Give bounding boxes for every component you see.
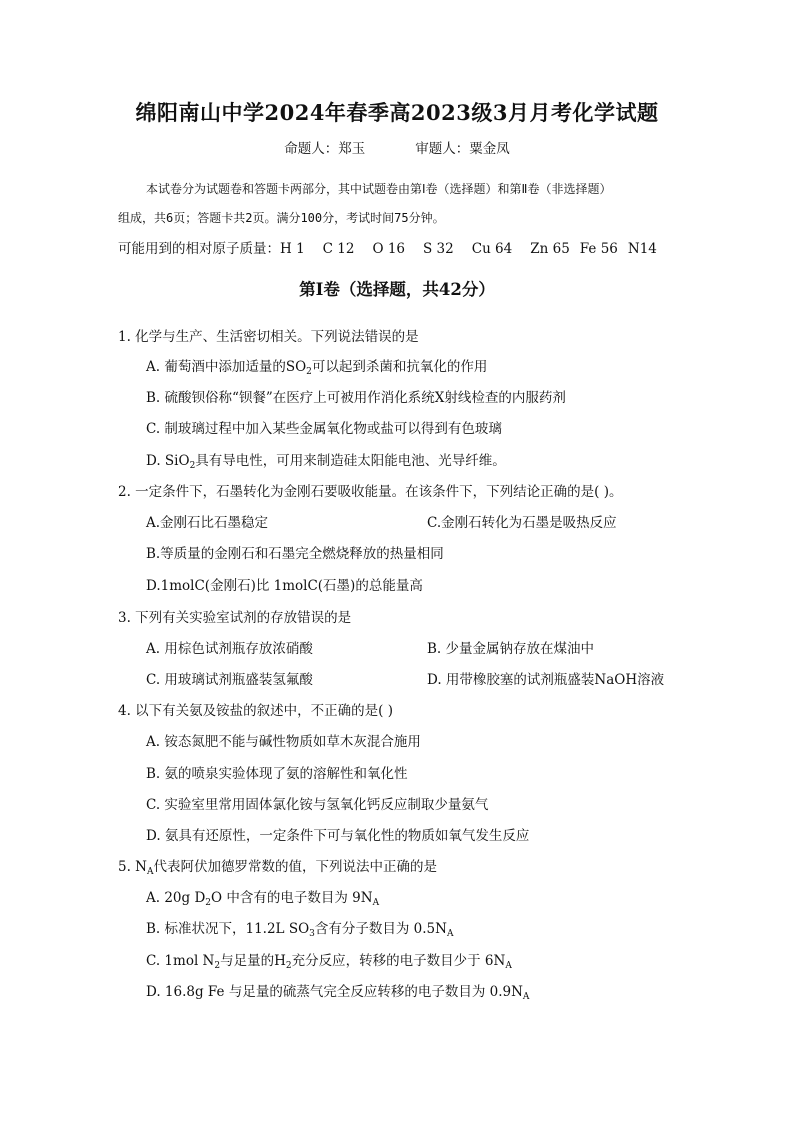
- question-5-stem: 5. $N_A$代表阿伏加德罗常数的值，下列说法中正确的是: [118, 859, 437, 877]
- atomic-mass: C 12: [322, 241, 355, 257]
- question-4-option-c: C. 实验室里常用固体氯化铵与氢氧化钙反应制取少量氨气: [146, 797, 489, 813]
- question-2-option-c: C.金刚石转化为石墨是吸热反应: [427, 515, 617, 531]
- atomic-masses-label: 可能用到的相对原子质量：: [118, 241, 280, 257]
- question-2-option-d: D.1molC(金刚石)比 1molC(石墨)的总能量高: [146, 578, 423, 594]
- question-3-option-b: B. 少量金属钠存放在煤油中: [427, 641, 595, 657]
- question-2-stem: 2. 一定条件下，石墨转化为金刚石要吸收能量。在该条件下，下列结论正确的是( )。: [118, 484, 623, 500]
- question-5-option-c: C. 1mol $N_2$与足量的$H_2$充分反应，转移的电子数目少于 $6N_A$: [146, 953, 512, 971]
- atomic-mass: Zn 65: [530, 241, 570, 257]
- question-1-option-b: B. 硫酸钡俗称“钡餐”在医疗上可被用作消化系统X射线检查的内服药剂: [146, 390, 566, 406]
- atomic-mass: S 32: [423, 241, 454, 257]
- section-title: 第Ⅰ卷（选择题，共42分）: [299, 280, 495, 299]
- question-3-stem: 3. 下列有关实验室试剂的存放错误的是: [118, 610, 352, 626]
- authors-line: [0, 137, 794, 157]
- atomic-masses-line: [118, 240, 675, 258]
- question-1-option-d: D. SiO$_2$具有导电性，可用来制造硅太阳能电池、光导纤维。: [146, 453, 506, 471]
- question-3-option-c: C. 用玻璃试剂瓶盛装氢氟酸: [146, 672, 313, 688]
- question-1-stem: 1. 化学与生产、生活密切相关。下列说法错误的是: [118, 329, 419, 345]
- question-5-option-b: B. 标准状况下，11.2L $SO_3$含有分子数目为 $0.5N_A$: [146, 921, 454, 939]
- question-1-option-a: A. 葡萄酒中添加适量的$SO_2$可以起到杀菌和抗氧化的作用: [146, 359, 488, 377]
- question-4-option-d: D. 氨具有还原性，一定条件下可与氧化性的物质如氧气发生反应: [146, 828, 530, 844]
- atomic-mass: N14: [627, 241, 657, 257]
- question-setter: 命题人：郑玉: [284, 141, 366, 157]
- atomic-mass: Cu 64: [471, 241, 513, 257]
- atomic-mass: Fe 56: [579, 241, 618, 257]
- question-4-option-a: A. 铵态氮肥不能与碱性物质如草木灰混合施用: [146, 734, 421, 750]
- question-reviewer: 审题人：粟金凤: [415, 141, 510, 157]
- question-3-option-d: D. 用带橡胶塞的试剂瓶盛装NaOH溶液: [427, 672, 665, 688]
- question-5-option-d: D. 16.8g Fe 与足量的硫蒸气完全反应转移的电子数目为 $0.9N_A$: [146, 984, 530, 1002]
- exam-title: 绵阳南山中学2024年春季高2023级3月月考化学试题: [135, 100, 659, 125]
- question-4-stem: 4. 以下有关氨及铵盐的叙述中，不正确的是( ): [118, 703, 393, 719]
- atomic-mass: O 16: [372, 241, 406, 257]
- intro-line-1: 本试卷分为试题卷和答题卡两部分，其中试题卷由第Ⅰ卷（选择题）和第Ⅱ卷（非选择题）: [146, 182, 612, 196]
- question-2-option-a: A.金刚石比石墨稳定: [146, 515, 269, 531]
- question-4-option-b: B. 氨的喷泉实验体现了氨的溶解性和氧化性: [146, 766, 408, 782]
- intro-line-2: 组成，共6页；答题卡共2页。满分100分，考试时间75分钟。: [118, 211, 445, 225]
- question-3-option-a: A. 用棕色试剂瓶存放浓硝酸: [146, 641, 313, 657]
- question-5-option-a: A. 20g $D_2O$ 中含有的电子数目为 $9N_A$: [146, 890, 380, 908]
- atomic-mass: H 1: [280, 241, 305, 257]
- question-2-option-b: B.等质量的金刚石和石墨完全燃烧释放的热量相同: [146, 546, 444, 562]
- question-1-option-c: C. 制玻璃过程中加入某些金属氧化物或盐可以得到有色玻璃: [146, 421, 502, 437]
